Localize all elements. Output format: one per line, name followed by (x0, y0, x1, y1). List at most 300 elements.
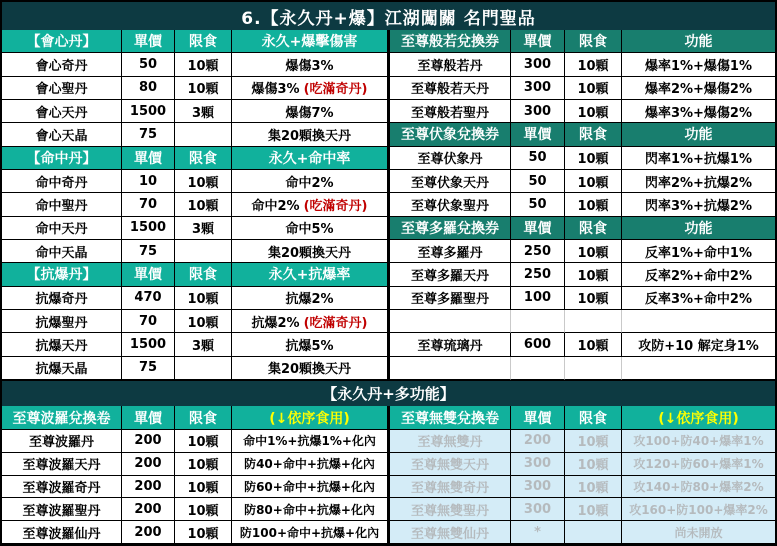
price-cell (511, 53, 565, 76)
effect-cell (232, 193, 390, 216)
cell-text: 會心天晶 (35, 128, 88, 144)
cell-text: 至尊波羅丹 (28, 435, 94, 451)
column-header-cell (122, 406, 175, 430)
cell-text: 10顆 (577, 480, 609, 496)
cell-text: 限食 (579, 127, 607, 144)
cell-text: 命中聖丹 (35, 198, 88, 214)
item-name-cell (390, 170, 511, 193)
price-cell (122, 123, 175, 146)
cell-text: 單價 (523, 127, 552, 144)
cell-text: 命中2% (285, 175, 334, 191)
price-cell (511, 453, 565, 476)
column-header-cell (511, 123, 565, 146)
limit-cell (565, 476, 622, 499)
cell-text: 閃率2%+抗爆2% (644, 175, 753, 191)
cell-text: (↓依序食用) (269, 410, 350, 427)
effect-cell (622, 263, 775, 286)
cell-text: 限食 (579, 410, 607, 427)
limit-cell (565, 100, 622, 123)
cell-text: 命中5% (285, 222, 334, 238)
cell-text: 命中1%+抗爆1%+化內 (243, 434, 376, 449)
item-name-cell (2, 193, 122, 216)
cell-text: 10顆 (577, 458, 609, 474)
price-cell (511, 263, 565, 286)
cell-text: 10顆 (577, 435, 609, 451)
price-cell (122, 193, 175, 216)
effect-cell (232, 123, 390, 146)
cell-text: 至尊無雙奇丹 (410, 480, 489, 496)
item-name-cell (390, 53, 511, 76)
cell-text: 10顆 (187, 315, 219, 331)
cell-text: 10顆 (187, 198, 219, 214)
empty-cell (390, 357, 511, 380)
effect-cell (622, 53, 775, 76)
cell-text: 反率3%+命中2% (644, 292, 753, 308)
cell-text: 防100+命中+抗爆+化內 (239, 525, 380, 540)
item-name-cell (390, 498, 511, 521)
price-cell (122, 240, 175, 263)
cell-text: 50 (528, 173, 547, 189)
cell-text: 會心聖丹 (35, 82, 88, 98)
limit-cell (565, 498, 622, 521)
cell-text: 爆傷3% (251, 82, 300, 98)
effect-cell (232, 240, 390, 263)
cell-text: 至尊波羅聖丹 (22, 503, 101, 519)
limit-cell (175, 310, 232, 333)
limit-cell (565, 77, 622, 100)
limit-cell (565, 333, 622, 356)
limit-cell (565, 263, 622, 286)
empty-cell (511, 310, 565, 333)
column-header-cell (565, 30, 622, 53)
cell-text: 300 (523, 56, 552, 72)
item-name-cell (390, 100, 511, 123)
cell-text: 單價 (134, 34, 162, 51)
cell-text: 10顆 (577, 175, 609, 191)
column-header-cell (2, 147, 122, 170)
price-cell (122, 310, 175, 333)
effect-cell (232, 77, 390, 100)
cell-text: 【命中丹】 (26, 150, 97, 167)
column-header-cell (2, 30, 122, 53)
cell-text: 限食 (189, 410, 217, 427)
cell-text: 尚未開放 (674, 525, 723, 540)
item-name-cell (2, 287, 122, 310)
column-header-cell (175, 30, 232, 53)
cell-text: 至尊伏象兌換券 (401, 127, 499, 144)
limit-cell (175, 287, 232, 310)
cell-text: 250 (523, 243, 552, 259)
cell-text: 10顆 (187, 82, 219, 98)
cell-text: 10 (138, 173, 158, 189)
item-name-cell (390, 263, 511, 286)
cell-text: 10顆 (187, 458, 219, 474)
item-name-cell (2, 521, 122, 544)
item-name-cell (390, 333, 511, 356)
cell-text: 200 (134, 433, 162, 449)
cell-text: 防80+命中+抗爆+化內 (244, 502, 375, 517)
limit-cell (175, 53, 232, 76)
cell-text: 10顆 (577, 503, 609, 519)
empty-cell (390, 310, 511, 333)
limit-cell (175, 521, 232, 544)
empty-cell (565, 357, 622, 380)
cell-text: 1500 (129, 220, 167, 236)
limit-cell (565, 53, 622, 76)
cell-text: 攻防+10 解定身1% (638, 338, 759, 354)
column-header-cell (622, 217, 775, 240)
column-header-cell (390, 406, 511, 430)
cell-text: 至尊無雙丹 (417, 435, 483, 451)
cell-text: 10顆 (577, 58, 609, 74)
cell-text: 600 (523, 336, 552, 352)
cell-text: 300 (523, 456, 552, 472)
cell-text: 50 (528, 196, 547, 212)
item-name-cell (2, 123, 122, 146)
price-cell (122, 100, 175, 123)
cell-text: 250 (523, 266, 552, 282)
effect-cell (622, 287, 775, 310)
cell-text: 至尊無雙兌換卷 (401, 410, 499, 427)
cell-text: 50 (138, 56, 158, 72)
cell-text: 10顆 (187, 503, 219, 519)
cell-text: 10顆 (577, 152, 609, 168)
cell-text: 單價 (523, 410, 552, 427)
cell-text: 功能 (684, 127, 713, 144)
price-cell (122, 357, 175, 380)
cell-text: (↓依序食用) (658, 410, 739, 427)
limit-cell (175, 333, 232, 356)
cell-text: 10顆 (577, 105, 609, 121)
empty-cell (622, 310, 775, 333)
page-title: 6.【永久丹+爆】江湖闖關 名門聖品 (2, 2, 775, 30)
cell-text: 攻120+防60+爆率1% (633, 457, 764, 472)
cell-text: 防40+命中+抗爆+化內 (244, 457, 375, 472)
cell-text: 至尊波羅天丹 (22, 458, 101, 474)
cell-text: 3顆 (191, 222, 215, 238)
cell-text: 防60+命中+抗爆+化內 (244, 479, 375, 494)
price-cell (511, 498, 565, 521)
cell-text: 閃率3%+抗爆2% (644, 198, 753, 214)
effect-cell (622, 430, 775, 453)
limit-cell (565, 147, 622, 170)
cell-text: 單價 (523, 34, 552, 51)
effect-cell (622, 240, 775, 263)
price-cell (122, 476, 175, 499)
price-cell (511, 170, 565, 193)
item-name-cell (2, 333, 122, 356)
column-header-cell (2, 406, 122, 430)
column-header-cell (622, 30, 775, 53)
cell-text: * (534, 524, 541, 540)
cell-text: 10顆 (577, 198, 609, 214)
cell-text: 會心天丹 (35, 105, 88, 121)
cell-text: 集20顆換天丹 (267, 245, 352, 261)
cell-text: 至尊多羅天丹 (410, 268, 489, 284)
cell-text: 爆率1%+爆傷1% (644, 58, 753, 74)
column-header-cell (122, 147, 175, 170)
effect-cell (622, 521, 775, 544)
price-cell (122, 287, 175, 310)
cell-text: 300 (523, 103, 552, 119)
column-header-cell (511, 406, 565, 430)
limit-cell (175, 170, 232, 193)
cell-text: 75 (138, 360, 158, 376)
cell-text-red-note: (吃滿奇丹) (303, 82, 368, 98)
effect-cell (622, 476, 775, 499)
effect-cell (622, 170, 775, 193)
price-cell (511, 193, 565, 216)
item-name-cell (390, 430, 511, 453)
price-cell (511, 333, 565, 356)
price-cell (122, 217, 175, 240)
cell-text: 爆率2%+爆傷2% (644, 82, 753, 98)
item-name-cell (2, 217, 122, 240)
cell-text: 10顆 (187, 58, 219, 74)
cell-text: 200 (134, 456, 162, 472)
price-cell (511, 521, 565, 544)
item-name-cell (390, 453, 511, 476)
cell-text: 閃率1%+抗爆1% (644, 152, 753, 168)
limit-cell (175, 77, 232, 100)
item-name-cell (390, 193, 511, 216)
cell-text-red-note: (吃滿奇丹) (303, 315, 368, 331)
cell-text: 3顆 (191, 338, 215, 354)
cell-text: 抗爆2% (285, 292, 334, 308)
price-cell (122, 333, 175, 356)
cell-text: 抗爆聖丹 (35, 315, 88, 331)
empty-cell (511, 357, 565, 380)
limit-cell (175, 123, 232, 146)
item-name-cell (2, 430, 122, 453)
column-header-cell (122, 30, 175, 53)
cell-text: 集20顆換天丹 (267, 128, 352, 144)
cell-text: 100 (523, 290, 552, 306)
cell-text: 至尊般若兌換券 (401, 34, 499, 51)
cell-text: 至尊多羅聖丹 (410, 292, 489, 308)
cell-text: 限食 (189, 150, 217, 167)
cell-text: 至尊伏象天丹 (410, 175, 489, 191)
effect-cell (622, 498, 775, 521)
cell-text: 限食 (579, 220, 607, 237)
cell-text: 單價 (134, 410, 162, 427)
item-name-cell (390, 240, 511, 263)
cell-text: 470 (134, 290, 162, 306)
cell-text: 至尊琉璃丹 (417, 338, 483, 354)
column-header-cell (175, 263, 232, 286)
item-name-cell (2, 310, 122, 333)
column-header-cell (511, 217, 565, 240)
cell-text: 至尊般若丹 (417, 58, 483, 74)
limit-cell (175, 476, 232, 499)
column-header-cell (390, 123, 511, 146)
cell-text: 至尊多羅丹 (417, 245, 483, 261)
price-cell (511, 240, 565, 263)
limit-cell (565, 430, 622, 453)
price-cell (122, 430, 175, 453)
effect-cell (232, 453, 390, 476)
cell-text: 集20顆換天丹 (267, 362, 352, 378)
price-cell (511, 430, 565, 453)
column-header-cell (565, 123, 622, 146)
cell-text: 功能 (684, 220, 713, 237)
item-name-cell (390, 521, 511, 544)
cell-text: 至尊波羅兌換卷 (12, 410, 111, 427)
column-header-cell (122, 263, 175, 286)
cell-text: 至尊伏象丹 (417, 152, 483, 168)
cell-text: 10顆 (577, 82, 609, 98)
cell-text: 永久+爆擊傷害 (261, 34, 358, 51)
effect-cell (232, 357, 390, 380)
cell-text-red-note: (吃滿奇丹) (303, 198, 368, 214)
column-header-cell (175, 147, 232, 170)
cell-text: 單價 (134, 267, 162, 284)
item-name-cell (2, 170, 122, 193)
effect-cell (622, 453, 775, 476)
limit-cell (175, 217, 232, 240)
price-cell (511, 476, 565, 499)
cell-text: 10顆 (577, 338, 609, 354)
effect-cell (232, 333, 390, 356)
cell-text: 【會心丹】 (26, 34, 97, 51)
column-header-cell (565, 406, 622, 430)
effect-cell (232, 498, 390, 521)
item-name-cell (2, 77, 122, 100)
effect-cell (622, 147, 775, 170)
cell-text: 命中天丹 (35, 222, 88, 238)
limit-cell (175, 430, 232, 453)
item-name-cell (2, 357, 122, 380)
item-name-cell (2, 240, 122, 263)
item-name-cell (2, 53, 122, 76)
cell-text: 攻100+防40+爆率1% (633, 434, 764, 449)
cell-text: 永久+抗爆率 (268, 267, 351, 284)
cell-text: 200 (134, 478, 162, 494)
cell-text: 限食 (579, 34, 607, 51)
effect-cell (232, 217, 390, 240)
cell-text: 1500 (129, 103, 167, 119)
cell-text: 命中奇丹 (35, 175, 88, 191)
limit-cell (565, 170, 622, 193)
limit-cell (175, 453, 232, 476)
price-cell (122, 170, 175, 193)
item-name-cell (2, 453, 122, 476)
cell-text: 抗爆天丹 (35, 338, 88, 354)
price-cell (511, 77, 565, 100)
column-header-cell (232, 263, 390, 286)
effect-cell (232, 170, 390, 193)
cell-text: 50 (528, 150, 547, 166)
effect-cell (232, 310, 390, 333)
effect-cell (232, 287, 390, 310)
section-band-title: 【永久丹+多功能】 (2, 380, 775, 406)
cell-text: 【抗爆丹】 (26, 267, 97, 284)
effect-cell (232, 100, 390, 123)
cell-text: 200 (523, 433, 552, 449)
price-cell (511, 100, 565, 123)
item-name-cell (2, 476, 122, 499)
item-name-cell (2, 100, 122, 123)
cell-text: 攻160+防100+爆率2% (629, 502, 768, 517)
cell-text: 抗爆天晶 (35, 362, 88, 378)
item-name-cell (390, 77, 511, 100)
effect-cell (622, 100, 775, 123)
column-header-cell (622, 406, 775, 430)
item-name-cell (2, 498, 122, 521)
cell-text: 75 (138, 243, 158, 259)
limit-cell (565, 240, 622, 263)
cell-text: 抗爆5% (285, 338, 334, 354)
limit-cell (565, 521, 622, 544)
cell-text: 至尊波羅奇丹 (22, 480, 101, 496)
cell-text: 300 (523, 478, 552, 494)
effect-cell (232, 430, 390, 453)
lower-table (2, 406, 775, 544)
limit-cell (175, 100, 232, 123)
price-cell (511, 147, 565, 170)
cell-text: 至尊多羅兌換券 (401, 220, 499, 237)
effect-cell (622, 193, 775, 216)
effect-cell (622, 77, 775, 100)
cell-text: 單價 (134, 150, 162, 167)
cell-text: 10顆 (577, 245, 609, 261)
limit-cell (175, 498, 232, 521)
column-header-cell (232, 30, 390, 53)
cell-text: 10顆 (187, 292, 219, 308)
column-header-cell (232, 147, 390, 170)
empty-cell (565, 310, 622, 333)
column-header-cell (175, 406, 232, 430)
column-header-cell (232, 406, 390, 430)
effect-cell (232, 476, 390, 499)
cell-text: 10顆 (187, 526, 219, 542)
cell-text: 300 (523, 80, 552, 96)
item-name-cell (390, 476, 511, 499)
price-cell (122, 53, 175, 76)
item-name-cell (390, 287, 511, 310)
cell-text: 爆率3%+爆傷2% (644, 105, 753, 121)
limit-cell (565, 453, 622, 476)
effect-cell (232, 521, 390, 544)
item-name-cell (390, 147, 511, 170)
price-cell (122, 77, 175, 100)
cell-text: 功能 (684, 34, 713, 51)
column-header-cell (390, 30, 511, 53)
price-cell (122, 498, 175, 521)
cell-text: 永久+命中率 (268, 150, 351, 167)
price-cell (511, 287, 565, 310)
cell-text: 70 (138, 313, 158, 329)
effect-cell (622, 333, 775, 356)
cell-text: 75 (138, 126, 158, 142)
limit-cell (175, 193, 232, 216)
limit-cell (565, 193, 622, 216)
cell-text: 80 (138, 80, 158, 96)
cell-text: 反率2%+命中2% (644, 268, 753, 284)
price-cell (122, 453, 175, 476)
column-header-cell (622, 123, 775, 146)
cell-text: 200 (134, 501, 162, 517)
cell-text: 至尊伏象聖丹 (410, 198, 489, 214)
cell-text: 10顆 (577, 268, 609, 284)
cell-text: 爆傷3% (285, 58, 334, 74)
cell-text: 1500 (129, 336, 167, 352)
cell-text: 命中2% (251, 198, 300, 214)
cell-text: 命中天晶 (35, 245, 88, 261)
cell-text: 限食 (189, 34, 217, 51)
cell-text: 至尊無雙仙丹 (410, 526, 489, 542)
cell-text: 單價 (523, 220, 552, 237)
